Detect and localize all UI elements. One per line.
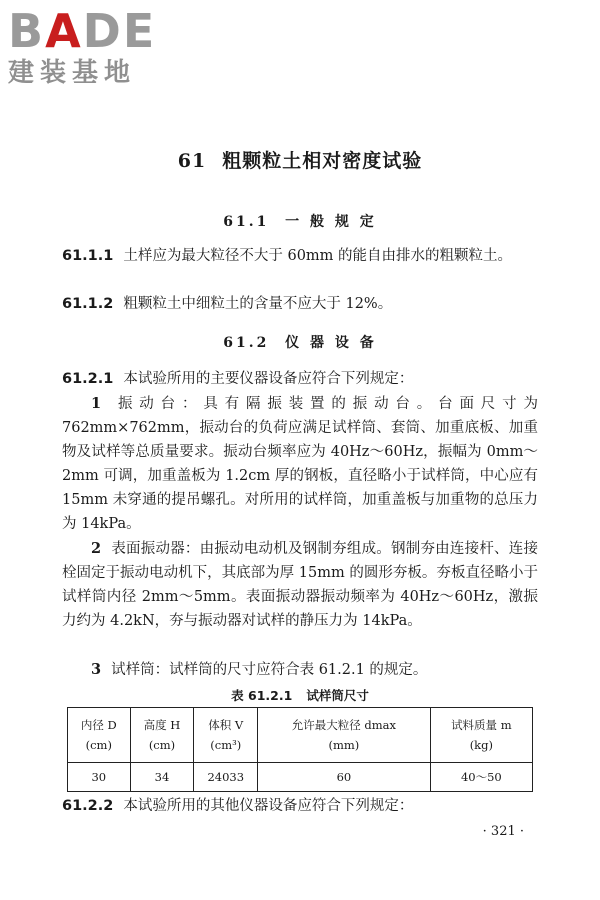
chapter-title [0,146,600,173]
table-cell: 24033 [194,763,258,792]
table-header-cell: 内径 D (cm) [68,708,131,763]
clause-61-1-1: 61.1.1 土样应为最大粒径不大于 60mm 的能自由排水的粗颗粒土。 [62,248,513,264]
table-header-cell: 试料质量 m (kg) [430,708,532,763]
table-cell: 34 [130,763,194,792]
logo-subtitle: 建装基地 [8,58,137,88]
section-heading-equipment: 61.2 仪 器 设 备 [223,335,377,351]
section-heading-general: 61.1 一 般 规 定 [223,214,377,230]
list-item-sample-cylinder: 3 试样筒：试样筒的尺寸应符合表 61.2.1 的规定。 [91,661,428,678]
clause-61-2-2: 61.2.2 本试验所用的其他仪器设备应符合下列规定： [62,798,414,814]
table-header-cell: 高度 H (cm) [130,708,194,763]
logo-wordmark: BADE [8,4,157,58]
table-cell: 40～50 [430,763,532,792]
chapter-number: 61 [177,150,207,172]
table-row [68,763,533,792]
clause-61-2-1: 61.2.1 本试验所用的主要仪器设备应符合下列规定： [62,371,414,387]
list-item-vibrating-table: 1 振动台：具有隔振装置的振动台。台面尺寸为 762mm×762mm，振动台的负荷应满足试样筒、套筒、加重底板、加重物及试样等总质量要求。振动台频率应为 40Hz～60Hz，振幅为 0mm～2mm 可调，加重盖板为 1.2cm 厚的钢板，直径略小于试样筒，中心应有 15mm 未穿通的提吊螺孔。对所用的试样筒，加重盖板与加重物的总压力为 14kPa。 [62,395,538,532]
table-header-cell: 允许最大粒径 dmax (mm) [258,708,431,763]
table-caption: 表 61.2.1 试样筒尺寸 [231,688,369,703]
table-header-cell: 体积 V (cm³) [194,708,258,763]
table-header-row [68,708,533,763]
chapter-text: 粗颗粒土相对密度试验 [222,150,423,172]
bade-logo [8,6,178,88]
page-number: · 321 · [482,824,524,839]
table-cell: 60 [258,763,431,792]
specimen-cylinder-table [67,707,533,792]
clause-61-1-2: 61.1.2 粗颗粒土中细粒土的含量不应大于 12%。 [62,296,393,312]
table-cell: 30 [68,763,131,792]
list-item-surface-vibrator: 2 表面振动器：由振动电动机及钢制夯组成。钢制夯由连接杆、连接栓固定于振动电动机下，其底部为厚 15mm 的圆形夯板。夯板直径略小于试样筒内径 2mm～5mm。表面振动器振动频率为 40Hz～60Hz，激振力约为 4.2kN，夯与振动器对试样的静压力为 14kPa。 [62,540,538,629]
